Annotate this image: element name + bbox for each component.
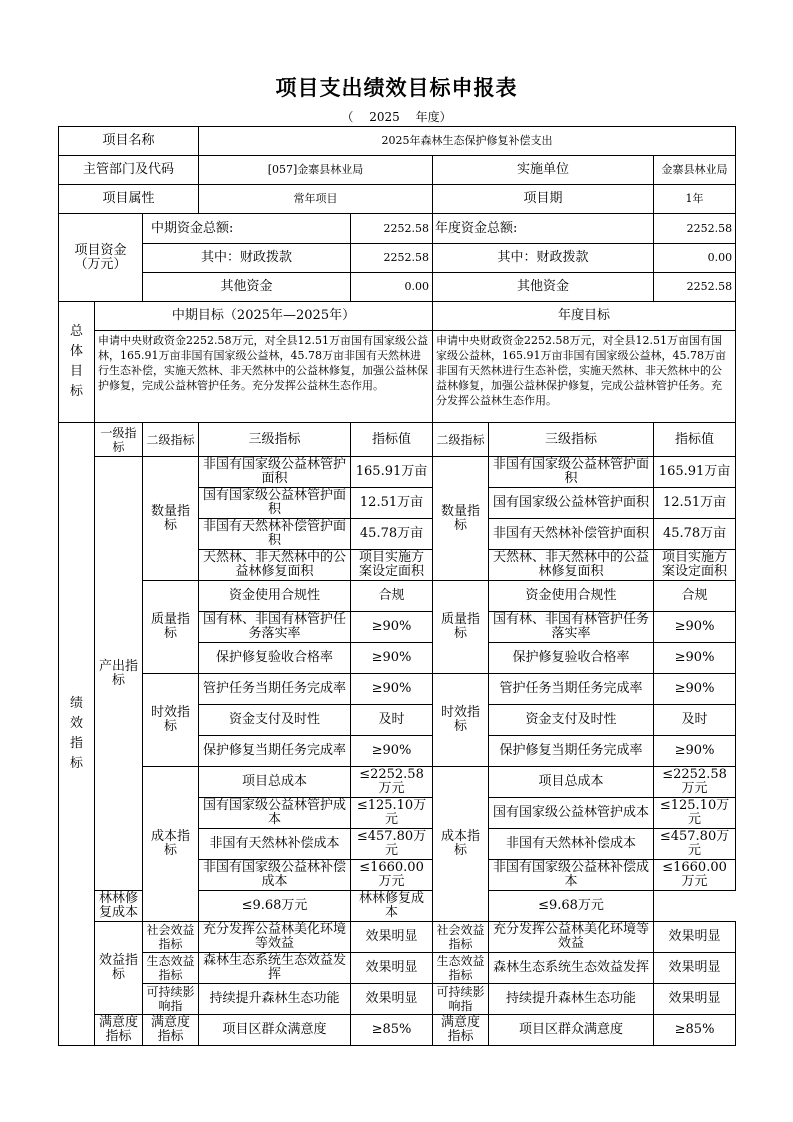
mid-fiscal-value: 2252.58 [351,244,433,273]
mid-value: ≥90% [351,643,433,674]
year-value: ≥85% [654,1015,736,1046]
year-indicator: 国有林、非国有林管护任务落实率 [489,612,654,643]
year-other-value: 2252.58 [654,273,736,302]
mid-value: 及时 [351,705,433,736]
year-indicator: 项目区群众满意度 [489,1015,654,1046]
period-label: 项目期 [433,185,654,214]
mid-indicator: 非国有国家级公益林管护面积 [199,457,351,488]
year-indicator: 非国有国家级公益林补偿成本 [489,860,654,891]
year-indicator: 非国有天然林补偿管护面积 [489,519,654,550]
mid-indicator: 非国有天然林补偿管护面积 [199,519,351,550]
project-name-value: 2025年森林生态保护修复补偿支出 [199,127,736,156]
year-indicator: 非国有天然林补偿成本 [489,829,654,860]
mid-indicator: 项目区群众满意度 [199,1015,351,1046]
goals-label-text: 总体目标 [70,324,84,399]
year-value: ≥90% [654,643,736,674]
mid-indicator: 持续提升森林生态功能 [199,984,351,1015]
year-value: ≤9.68万元 [489,891,654,922]
benefit-label: 效益指标 [95,922,143,1015]
year-goal-header: 年度目标 [433,302,736,331]
mid-indicator: 林林修复成本 [95,891,143,922]
h-val-mid: 指标值 [351,423,433,457]
time-label: 时效指标 [143,674,199,767]
year-value: 合规 [654,581,736,612]
mid-goal-header: 中期目标（2025年—2025年） [95,302,433,331]
mid-value: 合规 [351,581,433,612]
year-fiscal-value: 0.00 [654,244,736,273]
qty-label-year: 数量指标 [433,457,489,581]
year-indicator: 资金使用合规性 [489,581,654,612]
mid-indicator: 资金支付及时性 [199,705,351,736]
qty-label: 数量指标 [143,457,199,581]
mid-value: 效果明显 [351,922,433,953]
year-value: ≤2252.58万元 [654,767,736,798]
mid-indicator: 国有国家级公益林管护成本 [199,798,351,829]
year-indicator: 非国有国家级公益林管护面积 [489,457,654,488]
h-l1: 一级指标 [95,423,143,457]
year-indicator: 天然林、非天然林中的公益林修复面积 [489,550,654,581]
year-indicator: 森林生态系统生态效益发挥 [489,953,654,984]
quality-label: 质量指标 [143,581,199,674]
mid-value: 项目实施方案设定面积 [351,550,433,581]
h-val-year: 指标值 [654,423,736,457]
mid-indicator: 国有林、非国有林管护任务落实率 [199,612,351,643]
year-value: ≥90% [654,612,736,643]
goals-label [59,302,95,423]
attr-value: 常年项目 [199,185,433,214]
eco-label-year: 生态效益指标 [433,953,489,984]
funds-label: 项目资金 （万元） [59,214,143,302]
year-fiscal-label: 其中：财政拨款 [433,244,654,273]
social-label-year: 社会效益指标 [433,922,489,953]
h-l3-year: 三级指标 [489,423,654,457]
cost-label-year: 成本指标 [433,767,489,922]
mid-indicator: 项目总成本 [199,767,351,798]
mid-value: ≤9.68万元 [199,891,351,922]
time-label-year: 时效指标 [433,674,489,767]
mid-value: ≥90% [351,612,433,643]
year-value: 效果明显 [654,922,736,953]
year-indicator: 保护修复当期任务完成率 [489,736,654,767]
year-other-label: 其他资金 [433,273,654,302]
mid-value: ≥90% [351,736,433,767]
mid-indicator: 保护修复当期任务完成率 [199,736,351,767]
quality-label-year: 质量指标 [433,581,489,674]
page-title: 项目支出绩效目标申报表 [275,75,518,100]
performance-table [58,126,736,1046]
year-indicator: 项目总成本 [489,767,654,798]
mid-indicator: 资金使用合规性 [199,581,351,612]
dept-value: [057]金寨县林业局 [199,156,433,185]
year-value: 效果明显 [654,953,736,984]
year-goal-text: 申请中央财政资金2252.58万元，对全县12.51万亩国有国家级公益林，165.91万亩非国有国家级公益林，45.78万亩非国有天然林进行生态补偿，实施天然林、非天然林中的公益林修复，加强公益林保护修复，完成公益林管护任务。充分发挥公益林生态作用。 [433,331,736,423]
mid-indicator: 非国有国家级公益林补偿成本 [199,860,351,891]
period-value: 1年 [654,185,736,214]
year-open: （ [341,110,354,124]
mid-total-value: 2252.58 [351,214,433,244]
year-value: 12.51万亩 [654,488,736,519]
mid-indicator: 国有国家级公益林管护面积 [199,488,351,519]
mid-indicator: 保护修复验收合格率 [199,643,351,674]
h-l2: 二级指标 [143,423,199,457]
year-indicator: 管护任务当期任务完成率 [489,674,654,705]
mid-total-label: 中期资金总额: [143,214,351,244]
mid-value: 45.78万亩 [351,519,433,550]
year-indicator: 保护修复验收合格率 [489,643,654,674]
mid-indicator: 森林生态系统生态效益发挥 [199,953,351,984]
year-label: 年度） [415,110,452,124]
satisfy-sub-label-year: 满意度指标 [433,1015,489,1046]
eco-label: 生态效益指标 [143,953,199,984]
year-indicator: 国有国家级公益林管护面积 [489,488,654,519]
satisfy-sub-label: 满意度指标 [143,1015,199,1046]
mid-fiscal-label: 其中：财政拨款 [143,244,351,273]
year-value: 及时 [654,705,736,736]
mid-value: ≥90% [351,674,433,705]
year-value: 效果明显 [654,984,736,1015]
year-value: ≤1660.00万元 [654,860,736,891]
project-name-label: 项目名称 [59,127,199,156]
perf-label [59,423,95,1046]
mid-indicator: 非国有天然林补偿成本 [199,829,351,860]
year-value: 45.78万亩 [654,519,736,550]
year-value: 2025 [369,110,400,124]
year-value: 项目实施方案设定面积 [654,550,736,581]
impl-value: 金寨县林业局 [654,156,736,185]
mid-value: ≤1660.00万元 [351,860,433,891]
sustain-label-year: 可持续影响指 [433,984,489,1015]
mid-value: ≤457.80万元 [351,829,433,860]
h-l3-mid: 三级指标 [199,423,351,457]
year-indicator: 国有国家级公益林管护成本 [489,798,654,829]
sustain-label: 可持续影响指 [143,984,199,1015]
year-value: 165.91万亩 [654,457,736,488]
year-indicator: 充分发挥公益林美化环境等效益 [489,922,654,953]
mid-value: ≤125.10万元 [351,798,433,829]
mid-value: 12.51万亩 [351,488,433,519]
year-value: ≥90% [654,736,736,767]
h-l2-year: 二级指标 [433,423,489,457]
dept-label: 主管部门及代码 [59,156,199,185]
year-indicator: 持续提升森林生态功能 [489,984,654,1015]
year-value: ≤457.80万元 [654,829,736,860]
mid-value: 165.91万亩 [351,457,433,488]
mid-indicator: 充分发挥公益林美化环境等效益 [199,922,351,953]
impl-label: 实施单位 [433,156,654,185]
satisfy-label: 满意度指标 [95,1015,143,1046]
year-indicator: 林林修复成本 [351,891,433,922]
perf-label-text: 绩效指标 [70,696,84,771]
cost-label: 成本指标 [143,767,199,922]
year-total-label: 年度资金总额: [433,214,654,244]
mid-indicator: 管护任务当期任务完成率 [199,674,351,705]
mid-other-label: 其他资金 [143,273,351,302]
year-value: ≤125.10万元 [654,798,736,829]
year-indicator: 资金支付及时性 [489,705,654,736]
output-label: 产出指标 [95,457,143,891]
year-total-value: 2252.58 [654,214,736,244]
attr-label: 项目属性 [59,185,199,214]
mid-value: 效果明显 [351,984,433,1015]
mid-goal-text: 申请中央财政资金2252.58万元，对全县12.51万亩国有国家级公益林，165.91万亩非国有国家级公益林，45.78万亩非国有天然林进行生态补偿，实施天然林、非天然林中的公益林修复，加强公益林保护修复，完成公益林管护任务。充分发挥公益林生态作用。 [95,331,433,423]
mid-value: ≤2252.58万元 [351,767,433,798]
mid-indicator: 天然林、非天然林中的公益林修复面积 [199,550,351,581]
year-value: ≥90% [654,674,736,705]
mid-value: 效果明显 [351,953,433,984]
mid-other-value: 0.00 [351,273,433,302]
social-label: 社会效益指标 [143,922,199,953]
mid-value: ≥85% [351,1015,433,1046]
year-line [0,108,793,125]
